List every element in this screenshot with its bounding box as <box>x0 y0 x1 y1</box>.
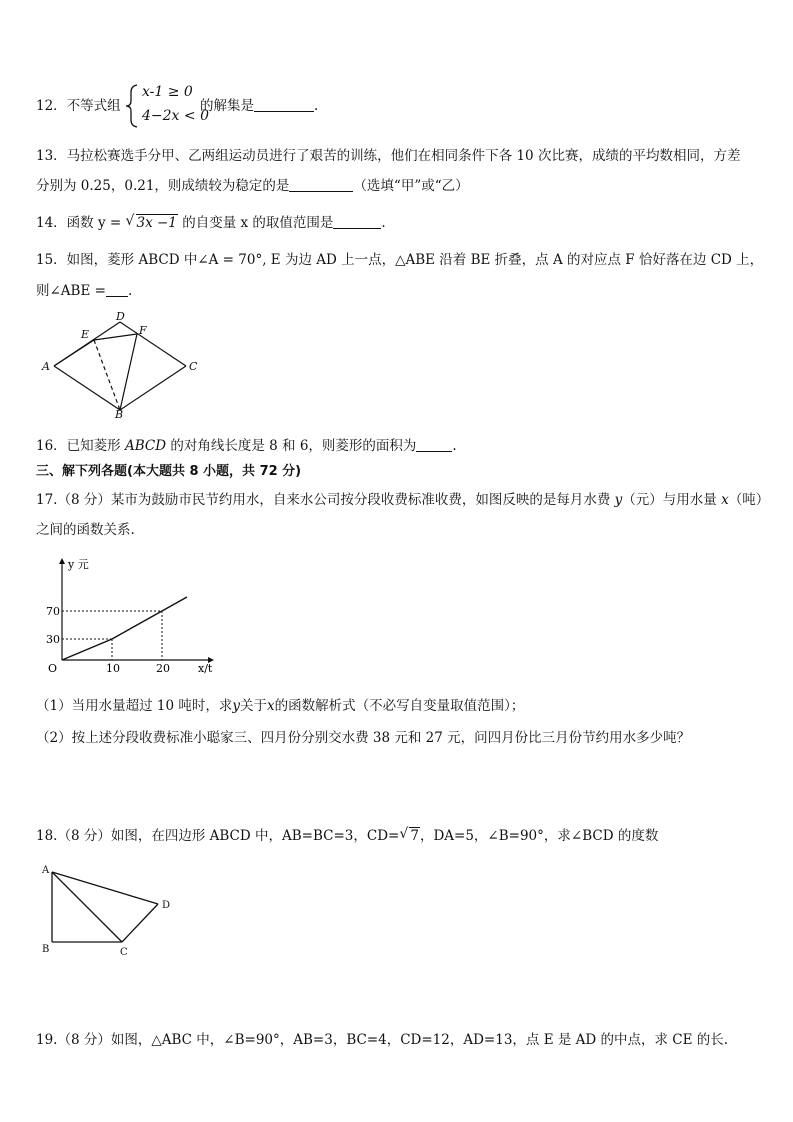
sqrt-expression <box>399 826 420 846</box>
section-heading: 三、解下列各题(本大题共 8 小题，共 72 分) <box>36 464 302 479</box>
label-D: D <box>116 310 125 323</box>
x-tick-label: 20 <box>156 662 170 674</box>
radical-icon: √ <box>125 213 135 229</box>
label-C: C <box>189 360 198 373</box>
y-axis-label: y 元 <box>68 558 89 571</box>
q14-suffix: 的自变量 x 的取值范围是 <box>177 215 334 231</box>
q17-line1 <box>36 490 769 510</box>
var-y: y <box>614 492 623 508</box>
x-tick-label: 10 <box>106 662 120 674</box>
sqrt-expression <box>126 213 178 233</box>
q14 <box>36 213 386 233</box>
q12-suffix: 的解集是 <box>200 98 254 114</box>
y-axis-arrow-icon <box>59 558 65 564</box>
label-A: A <box>42 865 50 876</box>
q12-tail <box>200 96 318 116</box>
q12 <box>36 96 121 116</box>
q15-line2 <box>36 281 132 301</box>
x-axis-label: x/t <box>198 662 213 674</box>
var-y: y <box>232 698 240 714</box>
rhombus-figure <box>40 308 205 418</box>
quadrilateral-figure <box>38 862 178 960</box>
q17-sub1-text3: 的函数解析式（不必写自变量取值范围）； <box>274 698 525 714</box>
radical-icon: √ <box>399 826 409 842</box>
q12-inequality-1: x-1 ≥ 0 <box>142 84 193 100</box>
q17-text: 17.（8 分）某市为鼓励市民节约用水，自来水公司按分段收费标准收费，如图反映的是每月水费 <box>36 492 615 508</box>
q16-end: . <box>452 438 457 454</box>
q14-radicand: 3x −1 <box>136 215 177 231</box>
answer-blank <box>333 214 381 229</box>
q17-line2: 之间的函数关系. <box>36 522 135 538</box>
q18 <box>36 826 658 846</box>
var-x: x <box>267 698 275 714</box>
var-x: x <box>721 492 729 508</box>
q12-end: . <box>314 98 319 114</box>
answer-blank <box>254 97 314 112</box>
q17-sub1-text: （1）当用水量超过 10 吨时，求 <box>36 698 233 714</box>
q17-text2: （元）与用水量 <box>622 492 722 508</box>
answer-blank <box>106 282 128 297</box>
label-B: B <box>42 944 50 955</box>
label-F: F <box>139 324 147 337</box>
label-E: E <box>81 328 90 341</box>
q12-inequality-2: 4−2x < 0 <box>142 108 209 124</box>
q13-line1: 13．马拉松赛选手分甲、乙两组运动员进行了艰苦的训练，他们在相同条件下各 10 次比赛，成绩的平均数相同，方差 <box>36 148 741 164</box>
origin-label: O <box>48 662 58 674</box>
q17-text3: （吨） <box>728 492 770 508</box>
label-D: D <box>162 900 171 911</box>
q13-choice: （选填“甲”或“乙） <box>353 178 469 194</box>
q17-sub2: （2）按上述分段收费标准小聪家三、四月份分别交水费 38 元和 27 元，问四月份比三月份节约用水多少吨？ <box>36 730 691 746</box>
label-A: A <box>42 360 50 373</box>
series-line-0 <box>62 597 187 660</box>
label-C: C <box>120 947 128 958</box>
q18-text2: ，DA=5，∠B=90°，求∠BCD 的度数 <box>419 828 659 844</box>
q16 <box>36 436 457 456</box>
brace-icon <box>125 84 139 128</box>
answer-blank <box>289 177 353 192</box>
q17-sub1-text2: 关于 <box>240 698 267 714</box>
q19: 19.（8 分）如图，△ABC 中，∠B=90°，AB=3，BC=4，CD=12，AD=13，点 E 是 AD 的中点，求 CE 的长. <box>36 1032 729 1048</box>
q15-end: . <box>127 283 133 299</box>
q12-number: 12．不等式组 <box>36 98 121 114</box>
q18-radicand: 7 <box>410 828 419 844</box>
y-tick-label: 30 <box>46 633 60 646</box>
answer-blank <box>416 437 452 452</box>
q16-shape: ABCD <box>124 438 167 454</box>
q14-prefix: 14．函数 y = <box>36 215 126 231</box>
q14-end: . <box>381 215 386 231</box>
q17-sub1 <box>36 696 524 716</box>
q13-text: 分别为 0.25，0.21，则成绩较为稳定的是 <box>36 178 290 194</box>
q15-line1: 15．如图，菱形 ABCD 中∠A = 70°, E 为边 AD 上一点，△ABE 沿着 BE 折叠，点 A 的对应点 F 恰好落在边 CD 上， <box>36 252 764 268</box>
q15-text: 则∠ABE = <box>36 283 106 299</box>
y-tick-label: 70 <box>46 605 60 618</box>
q16-prefix: 16．已知菱形 <box>36 438 125 454</box>
label-B: B <box>115 408 124 418</box>
water-fee-chart <box>40 552 220 674</box>
q18-text: 18.（8 分）如图，在四边形 ABCD 中，AB=BC=3，CD= <box>36 828 400 844</box>
q13-line2 <box>36 176 469 196</box>
q16-suffix: 的对角线长度是 8 和 6，则菱形的面积为 <box>166 438 417 454</box>
